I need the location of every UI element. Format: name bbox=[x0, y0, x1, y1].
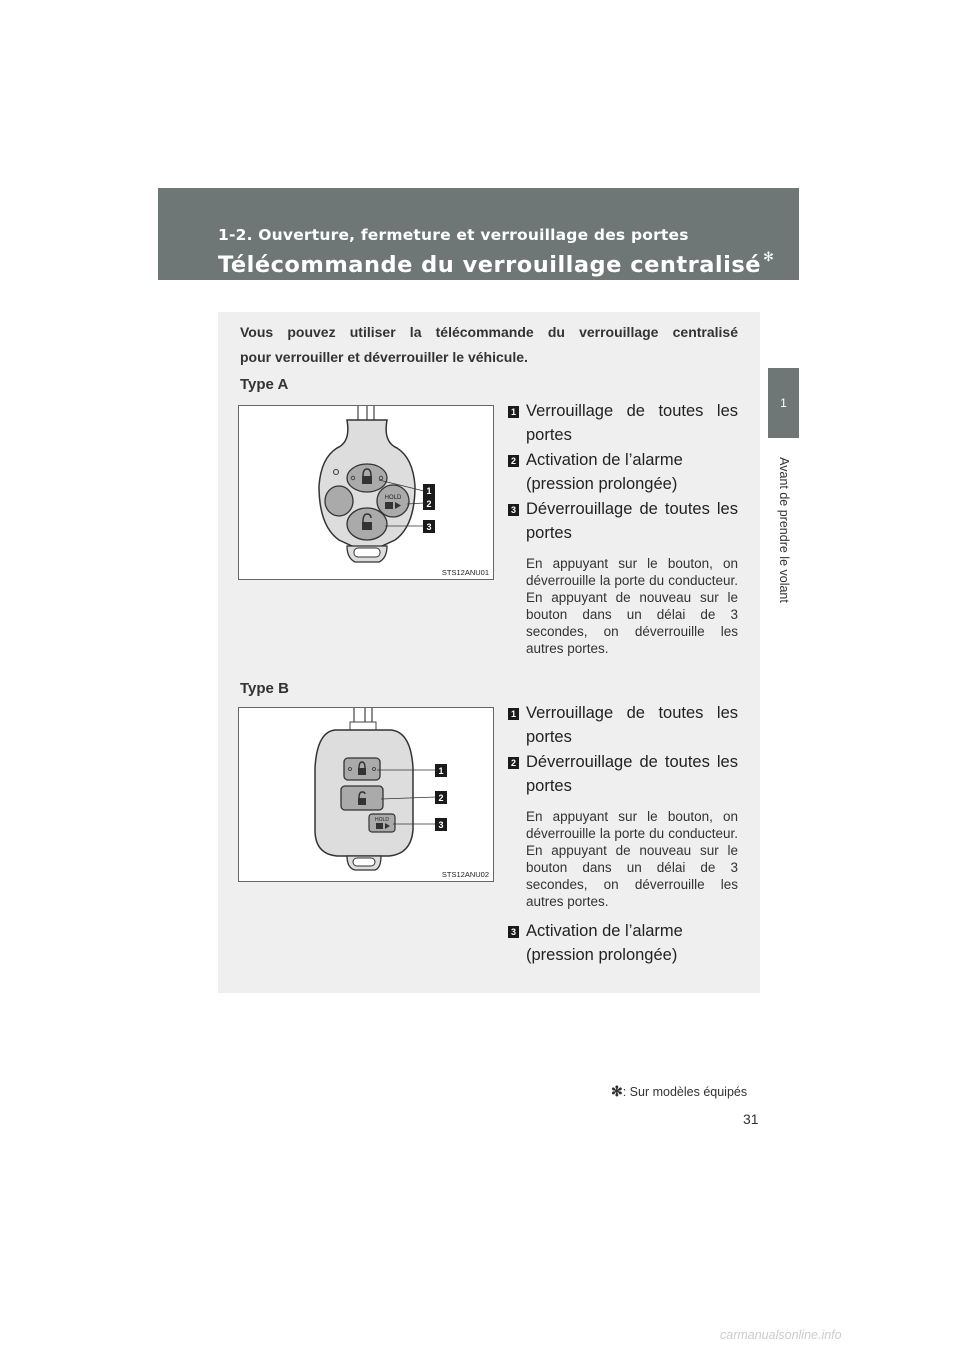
item-text: (pression prolongée) bbox=[526, 474, 678, 493]
number-badge: 2 bbox=[508, 455, 519, 467]
number-badge: 3 bbox=[508, 926, 519, 938]
key-fob-b-illustration bbox=[239, 708, 493, 881]
type-a-note: En appuyant sur le bouton, on déverrouille la porte du conducteur. En appuyant de nouveau sur le bouton dans un délai de 3 secondes, on déverrouille les autres portes. bbox=[526, 556, 738, 656]
intro-line-1: Vous pouvez utiliser la télécommande du verrouillage centralisé bbox=[240, 324, 738, 340]
page-title-text: Télécommande du verrouillage centralisé bbox=[218, 252, 761, 278]
callout-3-a: 3 bbox=[426, 522, 432, 532]
chapter-tab[interactable]: 1 bbox=[768, 368, 799, 438]
chapter-side-label: Avant de prendre le volant bbox=[777, 457, 791, 603]
figure-code-b: STS12ANU02 bbox=[441, 870, 489, 879]
item-text: portes bbox=[526, 776, 572, 795]
intro-text bbox=[240, 320, 738, 370]
figure-code-a: STS12ANU01 bbox=[441, 568, 489, 577]
watermark-footer: carmanualsonline.info bbox=[720, 1328, 842, 1342]
item-text: Déverrouillage de toutes les bbox=[526, 753, 738, 771]
type-a-item-1 bbox=[508, 400, 738, 447]
type-b-items bbox=[508, 702, 738, 968]
type-a-item-2 bbox=[508, 449, 738, 496]
footnote-text: : Sur modèles équipés bbox=[622, 1085, 748, 1099]
intro-line-2: pour verrouiller et déverrouiller le véhicule. bbox=[240, 349, 528, 365]
item-text: Verrouillage de toutes les bbox=[526, 704, 738, 722]
type-b-item-2 bbox=[508, 751, 738, 798]
item-text: Activation de l’alarme bbox=[526, 922, 683, 940]
page-number: 31 bbox=[743, 1111, 759, 1127]
number-badge: 3 bbox=[508, 504, 519, 516]
page-title bbox=[218, 250, 774, 278]
type-b-figure bbox=[238, 707, 494, 882]
item-text: portes bbox=[526, 727, 572, 746]
number-badge: 1 bbox=[508, 708, 519, 720]
type-a-figure bbox=[238, 405, 494, 580]
type-b-item-3 bbox=[508, 920, 738, 967]
asterisk-icon: ✻ bbox=[611, 1083, 623, 1099]
type-a-item-3 bbox=[508, 498, 738, 545]
key-fob-a-illustration bbox=[239, 406, 493, 579]
type-b-item-1 bbox=[508, 702, 738, 749]
item-text: (pression prolongée) bbox=[526, 945, 678, 964]
footnote bbox=[611, 1083, 747, 1100]
item-text: portes bbox=[526, 523, 572, 542]
item-text: portes bbox=[526, 425, 572, 444]
item-text: Activation de l’alarme bbox=[526, 451, 683, 469]
hold-label-a: HOLD bbox=[384, 495, 402, 501]
type-b-label: Type B bbox=[240, 680, 289, 697]
number-badge: 2 bbox=[508, 757, 519, 769]
callout-1-a: 1 bbox=[426, 486, 432, 496]
asterisk-icon: ✻ bbox=[762, 250, 775, 265]
hold-label-b: HOLD bbox=[375, 817, 389, 823]
type-a-label: Type A bbox=[240, 376, 289, 393]
item-text: Verrouillage de toutes les bbox=[526, 402, 738, 420]
type-a-items bbox=[508, 400, 738, 669]
callout-3-b: 3 bbox=[438, 820, 444, 830]
item-text: Déverrouillage de toutes les bbox=[526, 500, 738, 518]
type-b-note: En appuyant sur le bouton, on déverrouille la porte du conducteur. En appuyant de nouveau sur le bouton dans un délai de 3 secondes, on déverrouille les autres portes. bbox=[526, 809, 738, 909]
callout-1-b: 1 bbox=[438, 766, 444, 776]
callout-2-a: 2 bbox=[426, 499, 432, 509]
callout-2-b: 2 bbox=[438, 793, 444, 803]
number-badge: 1 bbox=[508, 406, 519, 418]
section-title: 1-2. Ouverture, fermeture et verrouillage des portes bbox=[218, 226, 689, 244]
